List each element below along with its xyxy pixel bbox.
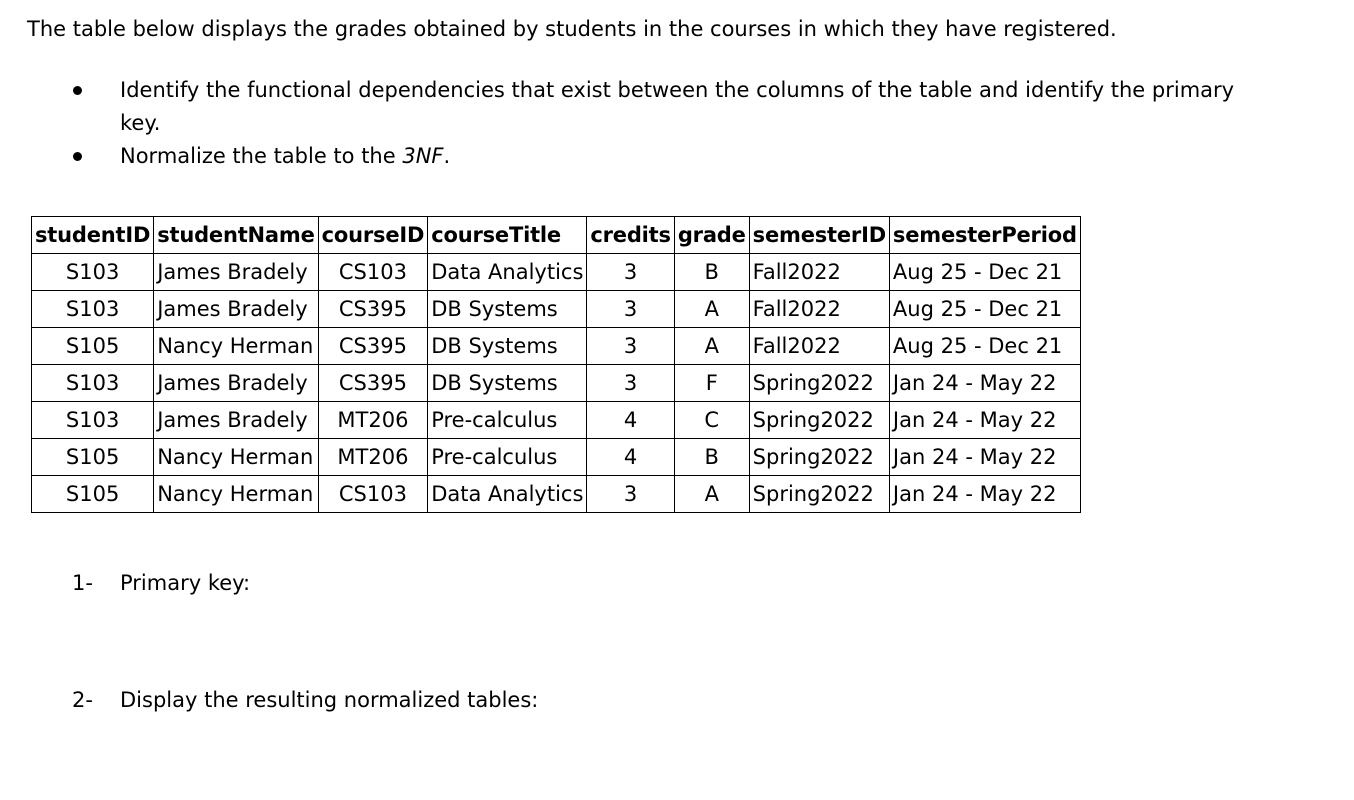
instruction-list	[70, 74, 1250, 173]
cell-courseid: MT206	[318, 402, 428, 439]
cell-credits: 3	[587, 365, 674, 402]
table-row	[32, 291, 1081, 328]
cell-semesterperiod: Aug 25 - Dec 21	[889, 291, 1080, 328]
cell-grade: B	[674, 439, 749, 476]
cell-semesterperiod: Jan 24 - May 22	[889, 476, 1080, 513]
cell-studentname: James Bradely	[154, 291, 318, 328]
cell-coursetitle: Pre-calculus	[428, 402, 587, 439]
cell-studentid: S105	[32, 328, 154, 365]
cell-credits: 3	[587, 291, 674, 328]
cell-credits: 4	[587, 439, 674, 476]
table-row	[32, 402, 1081, 439]
table-row	[32, 439, 1081, 476]
cell-studentname: James Bradely	[154, 254, 318, 291]
cell-grade: A	[674, 476, 749, 513]
column-header-studentid: studentID	[32, 217, 154, 254]
cell-courseid: CS395	[318, 365, 428, 402]
table-header-row	[32, 217, 1081, 254]
cell-grade: A	[674, 291, 749, 328]
question-number: 1-	[72, 571, 93, 595]
cell-courseid: CS395	[318, 291, 428, 328]
cell-studentname: James Bradely	[154, 402, 318, 439]
cell-semesterid: Fall2022	[749, 291, 889, 328]
question-text: Display the resulting normalized tables:	[120, 688, 539, 712]
intro-paragraph: The table below displays the grades obtained by students in the courses in which they have registered.	[27, 17, 1117, 41]
column-header-studentname: studentName	[154, 217, 318, 254]
cell-studentid: S103	[32, 291, 154, 328]
question-text: Primary key:	[120, 571, 251, 595]
cell-studentid: S103	[32, 402, 154, 439]
cell-studentname: Nancy Herman	[154, 476, 318, 513]
cell-courseid: CS395	[318, 328, 428, 365]
cell-grade: F	[674, 365, 749, 402]
cell-coursetitle: Pre-calculus	[428, 439, 587, 476]
table-row	[32, 365, 1081, 402]
cell-semesterid: Spring2022	[749, 439, 889, 476]
cell-semesterid: Spring2022	[749, 365, 889, 402]
cell-studentid: S105	[32, 439, 154, 476]
cell-studentid: S103	[32, 254, 154, 291]
cell-semesterperiod: Aug 25 - Dec 21	[889, 328, 1080, 365]
column-header-grade: grade	[674, 217, 749, 254]
grades-table	[31, 216, 1081, 513]
cell-studentname: Nancy Herman	[154, 439, 318, 476]
bullet-icon	[73, 86, 82, 95]
column-header-semesterperiod: semesterPeriod	[889, 217, 1080, 254]
cell-semesterperiod: Jan 24 - May 22	[889, 402, 1080, 439]
instruction-emphasis: 3NF	[402, 144, 444, 168]
cell-coursetitle: DB Systems	[428, 291, 587, 328]
cell-studentname: Nancy Herman	[154, 328, 318, 365]
cell-grade: B	[674, 254, 749, 291]
column-header-coursetitle: courseTitle	[428, 217, 587, 254]
cell-semesterperiod: Jan 24 - May 22	[889, 365, 1080, 402]
cell-courseid: CS103	[318, 254, 428, 291]
cell-credits: 3	[587, 476, 674, 513]
table-row	[32, 476, 1081, 513]
cell-grade: C	[674, 402, 749, 439]
cell-credits: 4	[587, 402, 674, 439]
cell-studentid: S103	[32, 365, 154, 402]
cell-semesterperiod: Jan 24 - May 22	[889, 439, 1080, 476]
cell-studentname: James Bradely	[154, 365, 318, 402]
question-number: 2-	[72, 688, 93, 712]
question-normalized-tables	[72, 685, 538, 715]
question-primary-key	[72, 568, 250, 598]
cell-semesterid: Spring2022	[749, 402, 889, 439]
cell-semesterid: Spring2022	[749, 476, 889, 513]
column-header-semesterid: semesterID	[749, 217, 889, 254]
table-row	[32, 254, 1081, 291]
bullet-icon	[73, 152, 82, 161]
cell-courseid: CS103	[318, 476, 428, 513]
cell-courseid: MT206	[318, 439, 428, 476]
cell-coursetitle: Data Analytics	[428, 476, 587, 513]
cell-credits: 3	[587, 254, 674, 291]
column-header-credits: credits	[587, 217, 674, 254]
cell-semesterid: Fall2022	[749, 328, 889, 365]
table-row	[32, 328, 1081, 365]
cell-grade: A	[674, 328, 749, 365]
instruction-item	[70, 74, 1250, 140]
cell-credits: 3	[587, 328, 674, 365]
cell-studentid: S105	[32, 476, 154, 513]
instruction-text-after: .	[443, 144, 451, 168]
cell-coursetitle: DB Systems	[428, 365, 587, 402]
instruction-text-before: Normalize the table to the	[120, 144, 403, 168]
cell-semesterid: Fall2022	[749, 254, 889, 291]
cell-semesterperiod: Aug 25 - Dec 21	[889, 254, 1080, 291]
instruction-text: Identify the functional dependencies that exist between the columns of the table and identify the primary key.	[120, 78, 1235, 135]
column-header-courseid: courseID	[318, 217, 428, 254]
instruction-item	[70, 140, 1250, 173]
cell-coursetitle: Data Analytics	[428, 254, 587, 291]
cell-coursetitle: DB Systems	[428, 328, 587, 365]
